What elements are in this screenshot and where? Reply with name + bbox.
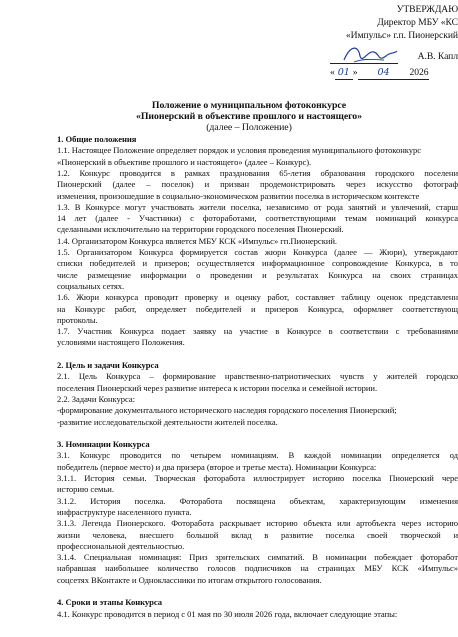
body-line: 3.1.1. История семьи. Творческая фоторабота иллюстрирует историю поселка Пионерский чере	[57, 473, 458, 483]
body-line: сделанными исключительно на территории городского поселения Пионерский.	[57, 224, 344, 235]
body-line: историю семьи.	[57, 484, 114, 495]
section-heading: 1. Общие положения	[57, 134, 137, 144]
date-day: 01	[335, 66, 353, 80]
body-line: списки победителей и призеров; осуществляется информационное сопровождение Конкурса, в то	[57, 258, 458, 269]
body-line: инфраструктуре населенного пункта.	[57, 506, 192, 517]
body-line: протоколы.	[57, 314, 98, 325]
document-title-line-1: Положение о муниципальном фотоконкурсе	[151, 100, 347, 111]
approval-date	[330, 66, 458, 80]
section-heading: 4. Сроки и этапы Конкурса	[57, 597, 162, 608]
body-line: 1.1. Настоящее Положение определяет порядок и условия проведения муниципального фотоконкурс	[57, 145, 422, 156]
body-line: 4.1. Конкурс проводится в период с 01 мая по 30 июля 2026 года, включает следующие этапы:	[57, 608, 398, 619]
document-title-line-2: «Пионерский в объективе прошлого и настоящего»	[136, 111, 362, 122]
body-line: 14 лет (далее - Участники) с фотоработами, соответствующими темам номинаций конкурса	[57, 213, 458, 224]
body-line: 1.6. Жюри конкурса проводит проверку и оценку работ, составляет таблицу оценок представленн	[57, 292, 458, 303]
body-line: 3.1.4. Специальная номинация: Приз зрительских симпатий. В номинации побеждает фоторабот	[57, 552, 458, 563]
body-line: изменения, произошедшие в социально-экономическом развитии поселка в историческом контексте	[57, 190, 420, 201]
body-line: победитель (первое место) и два призера (второе и третье места). Номинации Конкурса:	[57, 461, 377, 472]
body-line: социальных сетях.	[57, 280, 125, 291]
body-line: поселения Пионерский через развитие интереса к истории поселка и семейной истории.	[57, 382, 378, 393]
date-month: 04	[358, 66, 410, 80]
approval-director-name: А.В. Капл	[417, 51, 458, 62]
date-year: 2026	[409, 67, 429, 78]
body-line: набравшая наибольшее количество голосов подписчиков на страницах МБУ КСК «Импульс»	[57, 563, 458, 574]
approval-organization: «Импульс» г.п. Пионерский	[345, 30, 458, 41]
body-line: 3.1.2. История поселка. Фоторабота посвящена объектам, характеризующим изменения	[57, 495, 458, 506]
body-line: Пионерский (далее – поселок) и призван продемонстрировать через искусство фотограф	[57, 179, 458, 190]
body-line: 1.2. Конкурс проводится в рамках празднования 65-летия образования городского поселени	[57, 167, 458, 178]
body-line: 2.1. Цель Конкурса – формирование нравственно-патриотических чувств у жителей городско	[57, 371, 458, 382]
body-line: 1.4. Организатором Конкурса является МБУ КСК «Импульс» гп.Пионерский.	[57, 235, 338, 246]
body-line: жизни человека, внесшего большой вклад в развитие поселка своей творческой и	[57, 529, 458, 540]
body-line: «Пионерский в объективе прошлого и настоящего» (далее – Конкурс).	[57, 156, 312, 167]
body-line: -развитие исследовательской деятельности жителей поселка.	[57, 416, 278, 427]
approval-position: Директор МБУ «КС	[377, 17, 458, 28]
body-line: 1.5. Организатором Конкурса формируется состав жюри Конкурса (далее — Жюри), утверждают	[57, 247, 458, 257]
body-line: на Конкурс работ, определяет победителей и призеров Конкурса, оформляет соответствующ	[57, 303, 458, 314]
body-line: соцсетях ВКонтакте и Одноклассники по итогам открытого голосования.	[57, 574, 322, 585]
body-line: 3.1.3. Легенда Пионерского. Фоторабота раскрывает историю объекта или артобъекта через историю	[57, 518, 458, 529]
body-line: 1.3. В Конкурсе могут участвовать жители поселка, независимо от рода занятий и увлечений, старш	[57, 201, 458, 212]
approval-heading: УТВЕРЖДАЮ	[396, 4, 458, 15]
date-close-quote: »	[352, 67, 358, 78]
body-line: профессиональной деятельностью.	[57, 540, 185, 551]
date-open-quote: «	[330, 67, 335, 78]
section-heading: 3. Номинации Конкурса	[57, 439, 150, 450]
body-line: 2.2. Задачи Конкурса:	[57, 393, 135, 404]
body-line: 1.7. Участник Конкурса подает заявку на участие в Конкурсе в соответствии с требованиями	[57, 326, 458, 337]
body-line: числе размещение информации о проведении и результатах Конкурса на своих страницах	[57, 269, 458, 280]
body-line: 3.1. Конкурс проводится по четырем номинациям. В каждой номинации определяется од	[57, 450, 458, 461]
body-line: условиями настоящего Положения.	[57, 337, 185, 348]
document-subtitle: (далее – Положение)	[206, 122, 292, 133]
section-heading: 2. Цель и задачи Конкурса	[57, 360, 159, 370]
body-line: -формирование документального исторического наследия городского поселения Пионерский;	[57, 405, 397, 416]
